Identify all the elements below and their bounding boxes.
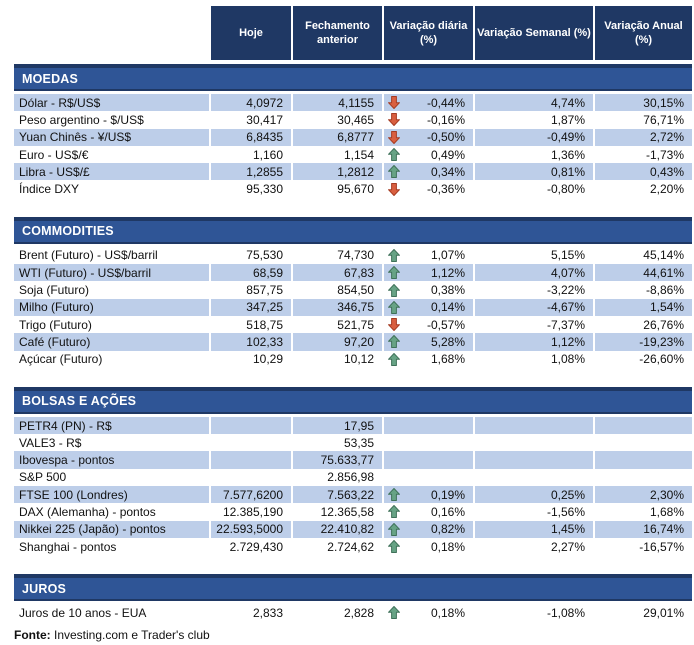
cell-variacao-diaria <box>384 604 475 621</box>
table-row <box>14 264 692 281</box>
row-label: Soja (Futuro) <box>14 281 211 298</box>
row-label: Nikkei 225 (Japão) - pontos <box>14 521 211 538</box>
row-label: Libra - US$/£ <box>14 163 211 180</box>
cell-variacao-semanal: 4,74% <box>475 94 595 111</box>
variacao-diaria-value: 0,14% <box>430 300 465 315</box>
cell-fechamento-anterior: 97,20 <box>293 333 384 350</box>
row-label: Yuan Chinês - ¥/US$ <box>14 129 211 146</box>
variacao-diaria-value: 0,16% <box>430 504 465 519</box>
section-rows <box>14 94 692 198</box>
cell-fechamento-anterior: 17,95 <box>293 417 384 434</box>
trend-arrow-icon <box>387 454 400 467</box>
cell-variacao-anual: -19,23% <box>639 334 684 349</box>
cell-variacao-diaria <box>384 469 475 486</box>
cell-variacao-diaria <box>384 146 475 163</box>
cell-variacao-semanal <box>475 434 595 451</box>
arrow-up-icon <box>387 488 400 501</box>
cell-hoje: 12.385,190 <box>211 503 293 520</box>
sections-container <box>14 64 692 622</box>
table-row <box>14 351 692 368</box>
arrow-down-icon <box>387 318 400 331</box>
cell-variacao-semanal: 2,27% <box>475 538 595 555</box>
cell-variacao-semanal: 1,36% <box>475 146 595 163</box>
variacao-diaria-value: -0,16% <box>426 112 465 127</box>
cell-fechamento-anterior: 346,75 <box>293 299 384 316</box>
cell-variacao-semanal: -4,67% <box>475 299 595 316</box>
section-rows <box>14 247 692 368</box>
cell-variacao-semanal: -1,56% <box>475 503 595 520</box>
table-row <box>14 451 692 468</box>
section-title: BOLSAS E AÇÕES <box>22 394 137 409</box>
table-row <box>14 94 692 111</box>
arrow-up-icon <box>387 148 400 161</box>
cell-hoje: 7.577,6200 <box>211 486 293 503</box>
cell-variacao-anual: -1,73% <box>645 147 684 162</box>
trend-arrow-icon <box>387 419 400 432</box>
cell-fechamento-anterior: 22.410,82 <box>293 521 384 538</box>
cell-variacao-anual: 76,71% <box>643 112 684 127</box>
cell-variacao-anual: 45,14% <box>643 248 684 263</box>
arrow-down-icon <box>387 183 400 196</box>
table-row <box>14 434 692 451</box>
cell-variacao-diaria <box>384 521 475 538</box>
cell-variacao-diaria <box>384 503 475 520</box>
cell-variacao-diaria <box>384 417 475 434</box>
cell-variacao-semanal: -7,37% <box>475 316 595 333</box>
cell-variacao-diaria <box>384 486 475 503</box>
section-title: JUROS <box>22 581 67 596</box>
section-rows <box>14 604 692 621</box>
row-label: DAX (Alemanha) - pontos <box>14 503 211 520</box>
column-header-fechamento: Fechamento anterior <box>293 6 384 60</box>
cell-variacao-anual: 2,72% <box>649 130 684 145</box>
cell-variacao-diaria <box>384 538 475 555</box>
table-row <box>14 247 692 264</box>
cell-hoje: 1,160 <box>211 146 293 163</box>
cell-variacao-semanal: -3,22% <box>475 281 595 298</box>
variacao-diaria-value: 1,12% <box>430 265 465 280</box>
variacao-diaria-value: 0,18% <box>430 539 465 554</box>
arrow-up-icon <box>387 284 400 297</box>
row-label: Brent (Futuro) - US$/barril <box>14 247 211 264</box>
cell-variacao-semanal: 1,45% <box>475 521 595 538</box>
variacao-diaria-value: 0,82% <box>430 522 465 537</box>
cell-variacao-anual: 29,01% <box>643 605 684 620</box>
table-row <box>14 316 692 333</box>
cell-variacao-diaria <box>384 316 475 333</box>
row-label: PETR4 (PN) - R$ <box>14 417 211 434</box>
cell-variacao-diaria <box>384 264 475 281</box>
section-header-juros <box>14 574 692 601</box>
cell-hoje: 1,2855 <box>211 163 293 180</box>
cell-variacao-diaria <box>384 111 475 128</box>
section-header-moedas <box>14 64 692 91</box>
cell-variacao-anual <box>595 434 692 451</box>
arrow-down-icon <box>387 131 400 144</box>
cell-fechamento-anterior: 1,154 <box>293 146 384 163</box>
arrow-up-icon <box>387 301 400 314</box>
cell-hoje: 68,59 <box>211 264 293 281</box>
cell-hoje <box>211 417 293 434</box>
cell-variacao-semanal <box>475 417 595 434</box>
cell-variacao-semanal: 5,15% <box>475 247 595 264</box>
column-header-variacao-diaria: Variação diária (%) <box>384 6 475 60</box>
trend-arrow-icon <box>387 436 400 449</box>
cell-hoje: 102,33 <box>211 333 293 350</box>
cell-variacao-semanal <box>475 469 595 486</box>
cell-variacao-diaria <box>384 434 475 451</box>
cell-variacao-anual: -16,57% <box>639 539 684 554</box>
column-header-hoje: Hoje <box>211 6 293 60</box>
arrow-up-icon <box>387 353 400 366</box>
section-title: COMMODITIES <box>22 224 114 239</box>
variacao-diaria-value: 5,28% <box>430 334 465 349</box>
arrow-down-icon <box>387 113 400 126</box>
cell-fechamento-anterior: 2,828 <box>293 604 384 621</box>
cell-hoje: 22.593,5000 <box>211 521 293 538</box>
cell-variacao-anual <box>595 417 692 434</box>
section-rows <box>14 417 692 555</box>
cell-variacao-anual: 1,54% <box>649 300 684 315</box>
arrow-up-icon <box>387 249 400 262</box>
cell-variacao-diaria <box>384 180 475 197</box>
column-header-variacao-semanal: Variação Semanal (%) <box>475 6 595 60</box>
cell-hoje: 857,75 <box>211 281 293 298</box>
arrow-up-icon <box>387 540 400 553</box>
cell-variacao-diaria <box>384 333 475 350</box>
section-commodities <box>14 217 692 368</box>
cell-hoje: 4,0972 <box>211 94 293 111</box>
cell-variacao-diaria <box>384 163 475 180</box>
cell-fechamento-anterior: 521,75 <box>293 316 384 333</box>
cell-variacao-diaria <box>384 281 475 298</box>
arrow-up-icon <box>387 606 400 619</box>
row-label: Ibovespa - pontos <box>14 451 211 468</box>
row-label: Milho (Futuro) <box>14 299 211 316</box>
arrow-down-icon <box>387 96 400 109</box>
table-row <box>14 521 692 538</box>
cell-hoje: 75,530 <box>211 247 293 264</box>
cell-variacao-anual: 44,61% <box>643 265 684 280</box>
cell-variacao-diaria <box>384 451 475 468</box>
source-note <box>14 628 694 642</box>
variacao-diaria-value: 0,34% <box>430 164 465 179</box>
cell-variacao-semanal: -0,80% <box>475 180 595 197</box>
column-header-variacao-anual: Variação Anual (%) <box>595 6 692 60</box>
cell-hoje: 6,8435 <box>211 129 293 146</box>
table-row <box>14 281 692 298</box>
cell-variacao-diaria <box>384 129 475 146</box>
cell-fechamento-anterior: 7.563,22 <box>293 486 384 503</box>
section-juros <box>14 574 692 621</box>
table-row <box>14 111 692 128</box>
table-row <box>14 604 692 621</box>
table-row <box>14 503 692 520</box>
cell-fechamento-anterior: 1,2812 <box>293 163 384 180</box>
arrow-up-icon <box>387 335 400 348</box>
variacao-diaria-value: 0,18% <box>430 605 465 620</box>
cell-hoje <box>211 434 293 451</box>
table-row <box>14 333 692 350</box>
variacao-diaria-value: 1,07% <box>430 248 465 263</box>
table-row <box>14 417 692 434</box>
section-bolsas-e-acoes <box>14 387 692 555</box>
table-row <box>14 299 692 316</box>
arrow-up-icon <box>387 523 400 536</box>
cell-fechamento-anterior: 30,465 <box>293 111 384 128</box>
variacao-diaria-value: -0,44% <box>426 95 465 110</box>
table-row <box>14 486 692 503</box>
variacao-diaria-value: -0,36% <box>426 182 465 197</box>
cell-variacao-diaria <box>384 247 475 264</box>
cell-variacao-anual: 2,30% <box>649 487 684 502</box>
cell-hoje <box>211 451 293 468</box>
cell-variacao-anual: -8,86% <box>645 283 684 298</box>
cell-fechamento-anterior: 67,83 <box>293 264 384 281</box>
cell-hoje: 2.729,430 <box>211 538 293 555</box>
variacao-diaria-value: 0,19% <box>430 487 465 502</box>
cell-hoje: 2,833 <box>211 604 293 621</box>
cell-hoje: 347,25 <box>211 299 293 316</box>
row-label: WTI (Futuro) - US$/barril <box>14 264 211 281</box>
cell-variacao-semanal: 4,07% <box>475 264 595 281</box>
header-spacer <box>14 6 211 60</box>
cell-fechamento-anterior: 74,730 <box>293 247 384 264</box>
cell-variacao-anual: 1,68% <box>649 504 684 519</box>
cell-variacao-anual: 30,15% <box>643 95 684 110</box>
cell-fechamento-anterior: 95,670 <box>293 180 384 197</box>
cell-fechamento-anterior: 854,50 <box>293 281 384 298</box>
cell-hoje: 30,417 <box>211 111 293 128</box>
table-row <box>14 180 692 197</box>
cell-variacao-semanal <box>475 451 595 468</box>
table-row <box>14 146 692 163</box>
cell-variacao-semanal: 1,08% <box>475 351 595 368</box>
row-label: Dólar - R$/US$ <box>14 94 211 111</box>
variacao-diaria-value: 0,38% <box>430 283 465 298</box>
variacao-diaria-value: 0,49% <box>430 147 465 162</box>
cell-variacao-anual: 0,43% <box>649 164 684 179</box>
section-header-bolsas-e-acoes <box>14 387 692 414</box>
cell-fechamento-anterior: 2.856,98 <box>293 469 384 486</box>
cell-variacao-diaria <box>384 351 475 368</box>
cell-hoje <box>211 469 293 486</box>
cell-fechamento-anterior: 53,35 <box>293 434 384 451</box>
row-label: Shanghai - pontos <box>14 538 211 555</box>
arrow-up-icon <box>387 266 400 279</box>
variacao-diaria-value: -0,57% <box>426 317 465 332</box>
financial-summary-table <box>14 6 692 622</box>
cell-variacao-diaria <box>384 299 475 316</box>
cell-fechamento-anterior: 4,1155 <box>293 94 384 111</box>
arrow-up-icon <box>387 165 400 178</box>
row-label: FTSE 100 (Londres) <box>14 486 211 503</box>
row-label: Peso argentino - $/US$ <box>14 111 211 128</box>
source-text: Investing.com e Trader's club <box>50 627 210 642</box>
cell-variacao-anual <box>595 451 692 468</box>
cell-fechamento-anterior: 12.365,58 <box>293 503 384 520</box>
cell-hoje: 10,29 <box>211 351 293 368</box>
cell-variacao-semanal: -1,08% <box>475 604 595 621</box>
row-label: Trigo (Futuro) <box>14 316 211 333</box>
variacao-diaria-value: 1,68% <box>430 352 465 367</box>
table-row <box>14 163 692 180</box>
cell-hoje: 518,75 <box>211 316 293 333</box>
table-row <box>14 469 692 486</box>
cell-variacao-diaria <box>384 94 475 111</box>
cell-variacao-semanal: 0,81% <box>475 163 595 180</box>
cell-variacao-semanal: 0,25% <box>475 486 595 503</box>
cell-variacao-anual: 16,74% <box>643 522 684 537</box>
cell-hoje: 95,330 <box>211 180 293 197</box>
section-moedas <box>14 64 692 198</box>
cell-variacao-semanal: 1,12% <box>475 333 595 350</box>
source-label: Fonte: <box>14 627 51 642</box>
column-header-row <box>14 6 692 60</box>
cell-variacao-semanal: -0,49% <box>475 129 595 146</box>
cell-fechamento-anterior: 75.633,77 <box>293 451 384 468</box>
row-label: Açúcar (Futuro) <box>14 351 211 368</box>
row-label: S&P 500 <box>14 469 211 486</box>
row-label: Juros de 10 anos - EUA <box>14 604 211 621</box>
cell-fechamento-anterior: 2.724,62 <box>293 538 384 555</box>
cell-variacao-anual: 2,20% <box>649 182 684 197</box>
table-row <box>14 538 692 555</box>
table-row <box>14 129 692 146</box>
row-label: Índice DXY <box>14 180 211 197</box>
section-title: MOEDAS <box>22 71 79 86</box>
cell-variacao-semanal: 1,87% <box>475 111 595 128</box>
trend-arrow-icon <box>387 471 400 484</box>
cell-fechamento-anterior: 10,12 <box>293 351 384 368</box>
row-label: VALE3 - R$ <box>14 434 211 451</box>
row-label: Café (Futuro) <box>14 333 211 350</box>
cell-variacao-anual: 26,76% <box>643 317 684 332</box>
row-label: Euro - US$/€ <box>14 146 211 163</box>
cell-variacao-anual <box>595 469 692 486</box>
section-header-commodities <box>14 217 692 244</box>
arrow-up-icon <box>387 505 400 518</box>
cell-fechamento-anterior: 6,8777 <box>293 129 384 146</box>
cell-variacao-anual: -26,60% <box>639 352 684 367</box>
variacao-diaria-value: -0,50% <box>426 130 465 145</box>
